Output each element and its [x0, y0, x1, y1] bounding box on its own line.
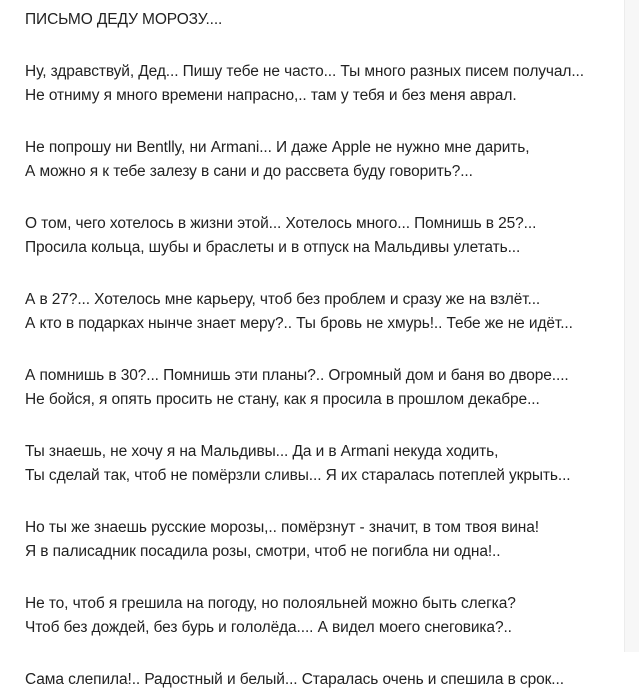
- stanza-4: [25, 288, 615, 336]
- poem-line: А можно я к тебе залезу в сани и до рассвета буду говорить?...: [25, 163, 473, 180]
- stanza-9: [25, 668, 615, 692]
- poem-line: А в 27?... Хотелось мне карьеру, чтоб без проблем и сразу же на взлёт...: [25, 291, 541, 308]
- stanza-8: [25, 592, 615, 640]
- poem-title: ПИСЬМО ДЕДУ МОРОЗУ....: [25, 11, 223, 28]
- stanza-5: [25, 364, 615, 412]
- poem-line: Ну, здравствуй, Дед... Пишу тебе не часто... Ты много разных писем получал...: [25, 63, 584, 80]
- stanza-1: [25, 60, 615, 108]
- poem-line: Не то, чтоб я грешила на погоду, но полояльней можно быть слегка?: [25, 595, 516, 612]
- poem-line: А кто в подарках нынче знает меру?.. Ты бровь не хмурь!.. Тебе же не идёт...: [25, 315, 573, 332]
- poem-line: Не попрошу ни Bentlly, ни Armani... И даже Apple не нужно мне дарить,: [25, 139, 530, 156]
- poem-line: Ты сделай так, чтоб не помёрзли сливы... Я их старалась потеплей укрыть...: [25, 467, 571, 484]
- poem-line: Ты знаешь, не хочу я на Мальдивы... Да и в Armani некуда ходить,: [25, 443, 499, 460]
- poem-line: Чтоб без дождей, без бурь и гололёда.... А видел моего снеговика?..: [25, 619, 512, 636]
- poem-line: Не отниму я много времени напрасно,.. там у тебя и без меня аврал.: [25, 87, 517, 104]
- stanza-2: [25, 136, 615, 184]
- page-edge-gutter: [624, 0, 639, 652]
- poem-line: Я в палисадник посадила розы, смотри, чтоб не погибла ни одна!..: [25, 543, 501, 560]
- poem-line: О том, чего хотелось в жизни этой... Хотелось много... Помнишь в 25?...: [25, 215, 537, 232]
- poem-line: А помнишь в 30?... Помнишь эти планы?.. Огромный дом и баня во дворе....: [25, 367, 569, 384]
- stanza-3: [25, 212, 615, 260]
- poem-body: [25, 8, 615, 692]
- poem-line: Не бойся, я опять просить не стану, как я просила в прошлом декабре...: [25, 391, 540, 408]
- poem-line: Сама слепила!.. Радостный и белый... Старалась очень и спешила в срок...: [25, 671, 564, 688]
- poem-line: Просила кольца, шубы и браслеты и в отпуск на Мальдивы улетать...: [25, 239, 521, 256]
- poem-line: Но ты же знаешь русские морозы,.. помёрзнут - значит, в том твоя вина!: [25, 519, 539, 536]
- stanza-6: [25, 440, 615, 488]
- stanza-7: [25, 516, 615, 564]
